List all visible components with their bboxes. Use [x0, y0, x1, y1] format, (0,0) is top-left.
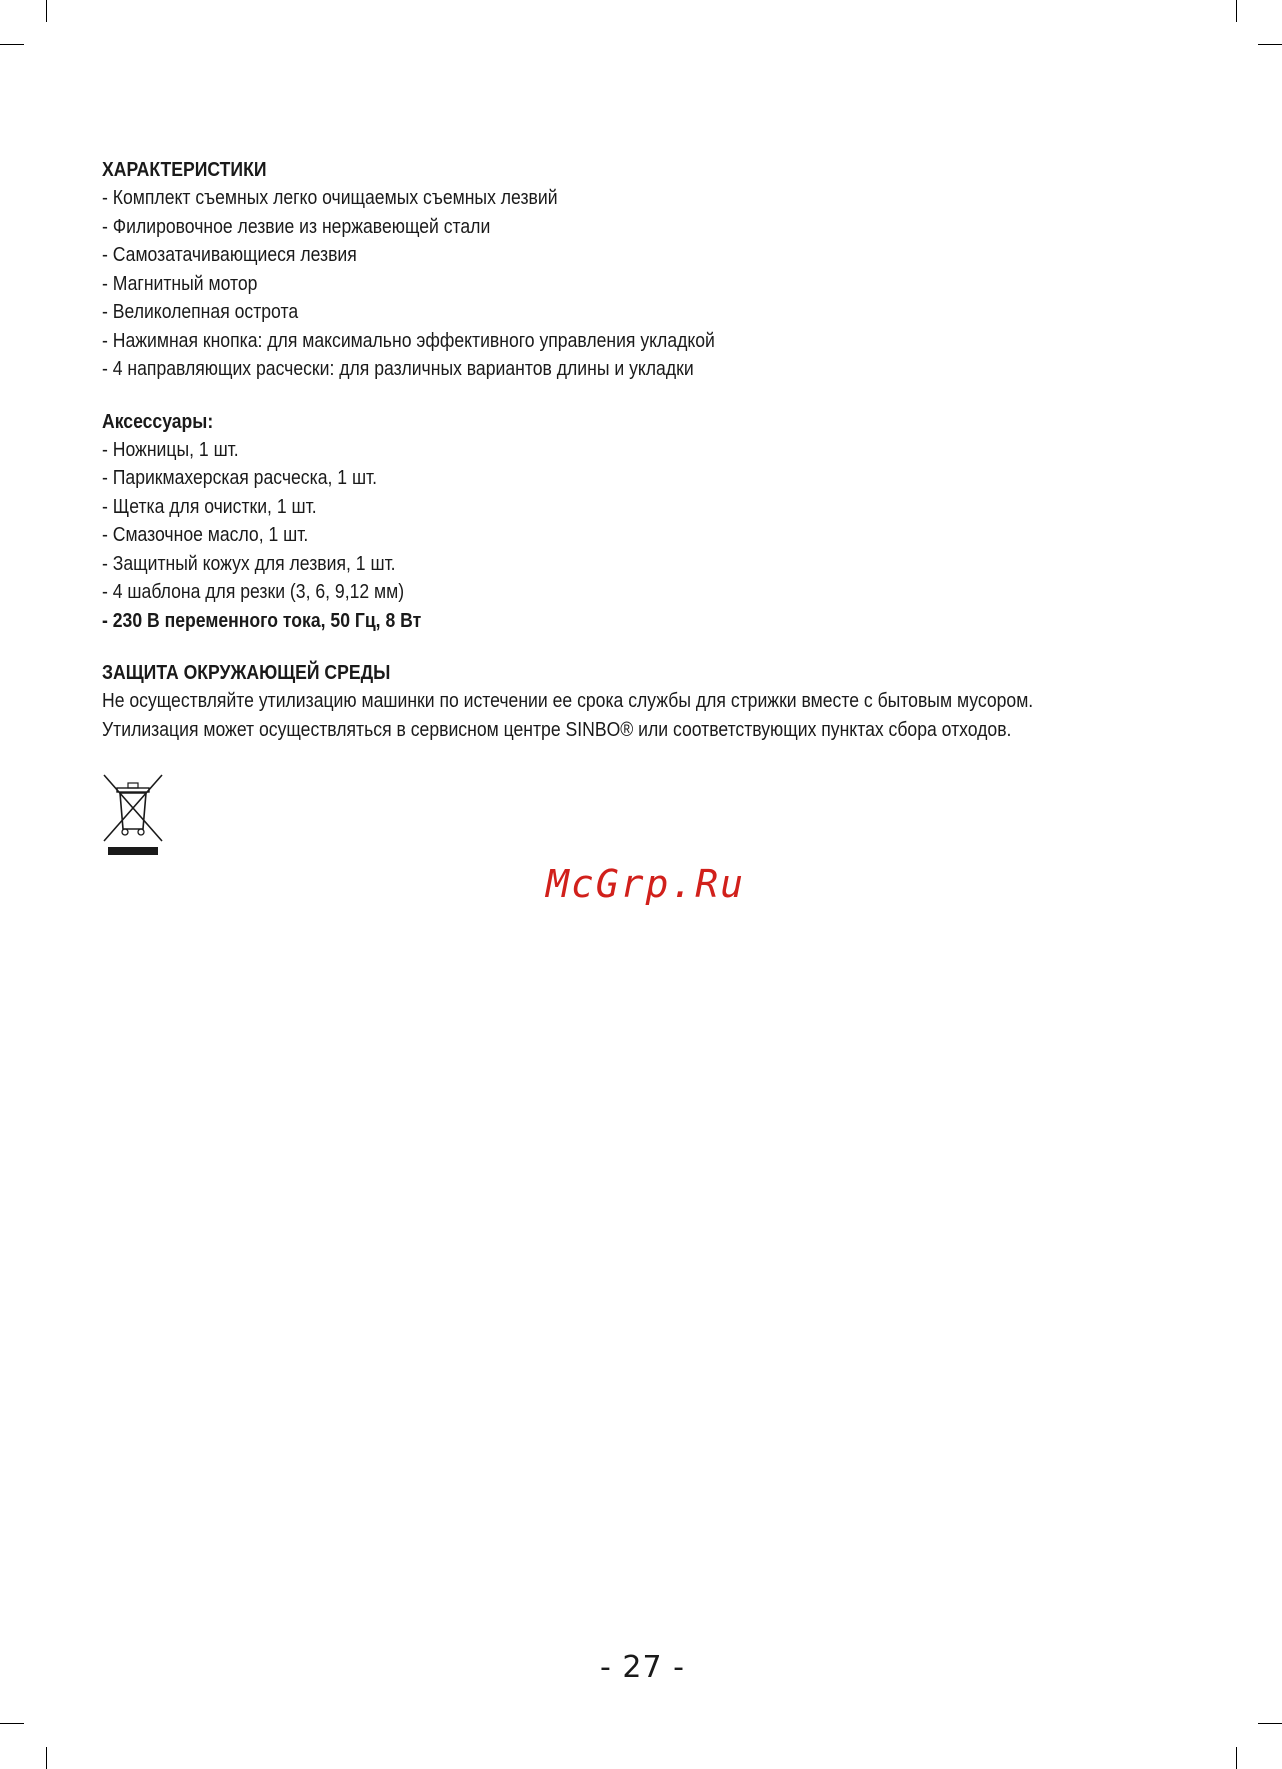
features-item: - Филировочное лезвие из нержавеющей стали	[102, 215, 491, 238]
features-item: - Великолепная острота	[102, 301, 299, 323]
accessory-item: - Ножницы, 1 шт.	[102, 438, 239, 461]
crop-mark	[1258, 1723, 1282, 1724]
environment-paragraph-line: Не осуществляйте утилизацию машинки по истечении ее срока службы для стрижки вместе с бытовым мусором.	[102, 690, 1034, 712]
environment-paragraph-line: Утилизация может осуществляться в сервисном центре SINBO® или соответствующих пунктах сбора отходов.	[102, 718, 1012, 741]
accessory-item: - Смазочное масло, 1 шт.	[102, 524, 309, 546]
accessory-item: - Защитный кожух для лезвия, 1 шт.	[102, 552, 396, 575]
crop-mark	[1236, 0, 1237, 22]
features-section	[102, 156, 1202, 384]
crop-mark	[46, 1747, 47, 1769]
crossed-out-wheelie-bin-icon	[100, 771, 166, 855]
features-item: - 4 направляющих расчески: для различных вариантов длины и укладки	[102, 358, 694, 380]
features-item: - Нажимная кнопка: для максимально эффективного управления укладкой	[102, 329, 715, 352]
features-item: - Магнитный мотор	[102, 272, 258, 295]
crop-mark	[46, 0, 47, 22]
watermark: McGrp.Ru	[546, 862, 746, 906]
crop-mark	[1258, 44, 1282, 45]
accessories-heading: Аксессуары:	[102, 410, 214, 433]
features-heading: ХАРАКТЕРИСТИКИ	[102, 159, 267, 181]
accessory-item: - Парикмахерская расческа, 1 шт.	[102, 467, 378, 489]
crop-mark	[1236, 1747, 1237, 1769]
features-item: - Самозатачивающиеся лезвия	[102, 244, 357, 266]
features-item: - Комплект съемных легко очищаемых съемных лезвий	[102, 187, 558, 209]
page-number: - 27 -	[600, 1650, 685, 1685]
page-content	[102, 156, 1202, 768]
crop-mark	[0, 44, 24, 45]
crop-mark	[0, 1723, 24, 1724]
accessories-section	[102, 408, 1202, 636]
accessory-item: - Щетка для очистки, 1 шт.	[102, 495, 317, 518]
environment-heading: ЗАЩИТА ОКРУЖАЮЩЕЙ СРЕДЫ	[102, 662, 391, 684]
environment-section	[102, 659, 1202, 744]
power-spec: - 230 В переменного тока, 50 Гц, 8 Вт	[102, 609, 422, 632]
accessory-item: - 4 шаблона для резки (3, 6, 9,12 мм)	[102, 581, 405, 603]
